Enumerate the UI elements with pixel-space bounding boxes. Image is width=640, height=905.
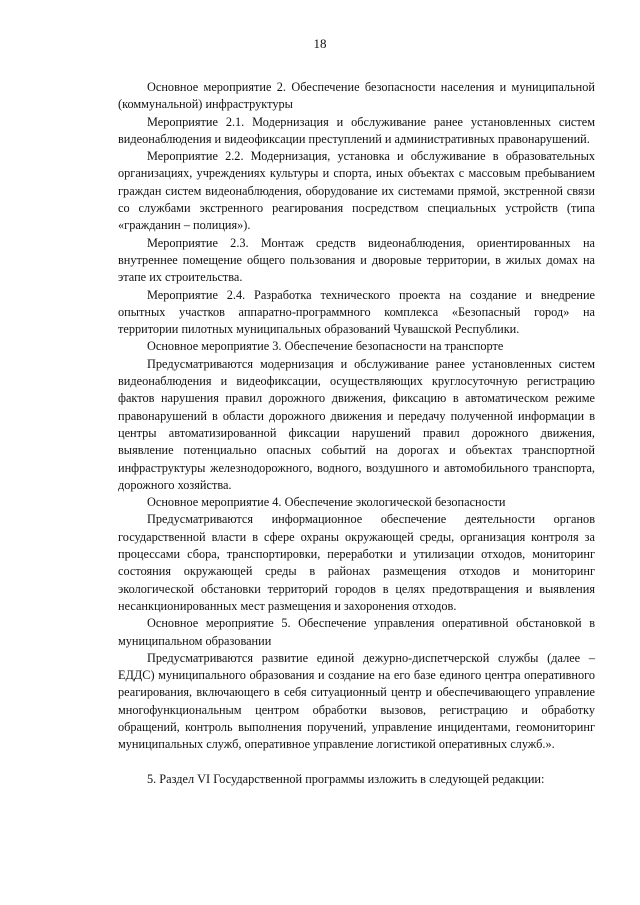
document-body — [118, 79, 595, 788]
paragraph-measure-5-description: Предусматриваются развитие единой дежурно-диспетчерской службы (далее – ЕДДС) муниципального образования и создание на его базе единого центра оперативного реагирования, включающего в себя ситуационный центр и обеспечивающего управление многофункциональным центром обработки вызовов, регистрацию и обработку обращений, контроль выполнения поручений, управление инцидентами, геомониторинг муниципальных служб, оперативное управление логистикой оперативных служб.». — [118, 650, 595, 752]
page-number: 18 — [313, 36, 327, 51]
paragraph-measure-3-description: Предусматриваются модернизация и обслуживание ранее установленных систем видеонаблюдения и видеофиксации, осуществляющих круглосуточную регистрацию фактов нарушения правил дорожного движения, фиксацию в автоматическом режиме правонарушений в области дорожного движения и передачу полученной информации в центры автоматизированной фиксации нарушений правил дорожного движения, выявление потенциально опасных событий на дорогах и объектах транспортной инфраструктуры железнодорожного, водного, воздушного и автомобильного транспорта, дорожного хозяйства. — [118, 356, 595, 492]
paragraph-measure-2-3: Мероприятие 2.3. Монтаж средств видеонаблюдения, ориентированных на внутреннее помещение общего пользования и дворовые территории, в жилых домах на этапе их строительства. — [118, 235, 595, 285]
paragraph-main-measure-4-heading: Основное мероприятие 4. Обеспечение экологической безопасности — [147, 495, 506, 510]
paragraph-main-measure-3-heading: Основное мероприятие 3. Обеспечение безопасности на транспорте — [147, 339, 504, 354]
paragraph-main-measure-5-heading: Основное мероприятие 5. Обеспечение управления оперативной обстановкой в муниципальном образовании — [118, 616, 595, 648]
paragraph-measure-2-1: Мероприятие 2.1. Модернизация и обслуживание ранее установленных систем видеонаблюдения и видеофиксации преступлений и административных правонарушений. — [118, 114, 595, 146]
paragraph-measure-2-4: Мероприятие 2.4. Разработка технического проекта на создание и внедрение опытных участков аппаратно-программного комплекса «Безопасный город» на территории пилотных муниципальных образований Чувашской Республики. — [118, 287, 595, 337]
paragraph-measure-4-description: Предусматриваются информационное обеспечение деятельности органов государственной власти в сфере охраны окружающей среды, организация контроля за процессами сбора, транспортировки, переработки и утилизации отходов, мониторинг состояния окружающей среды в районах размещения отходов и мониторинг экологической обстановки территорий городов в целях предотвращения и выявления несанкционированных мест размещения и захоронения отходов. — [118, 512, 595, 613]
paragraph-main-measure-2-heading: Основное мероприятие 2. Обеспечение безопасности населения и муниципальной (коммунальной) инфраструктуры — [118, 80, 595, 112]
paragraph-item-5-section-vi: 5. Раздел VI Государственной программы изложить в следующей редакции: — [147, 771, 545, 786]
paragraph-measure-2-2: Мероприятие 2.2. Модернизация, установка и обслуживание в образовательных организациях, учреждениях культуры и спорта, иных объектах с массовым пребыванием граждан систем видеонаблюдения, оборудование их системами прямой, экстренной связи со службами экстренного реагирования посредством специальных устройств (типа «гражданин – полиция»). — [118, 149, 595, 233]
